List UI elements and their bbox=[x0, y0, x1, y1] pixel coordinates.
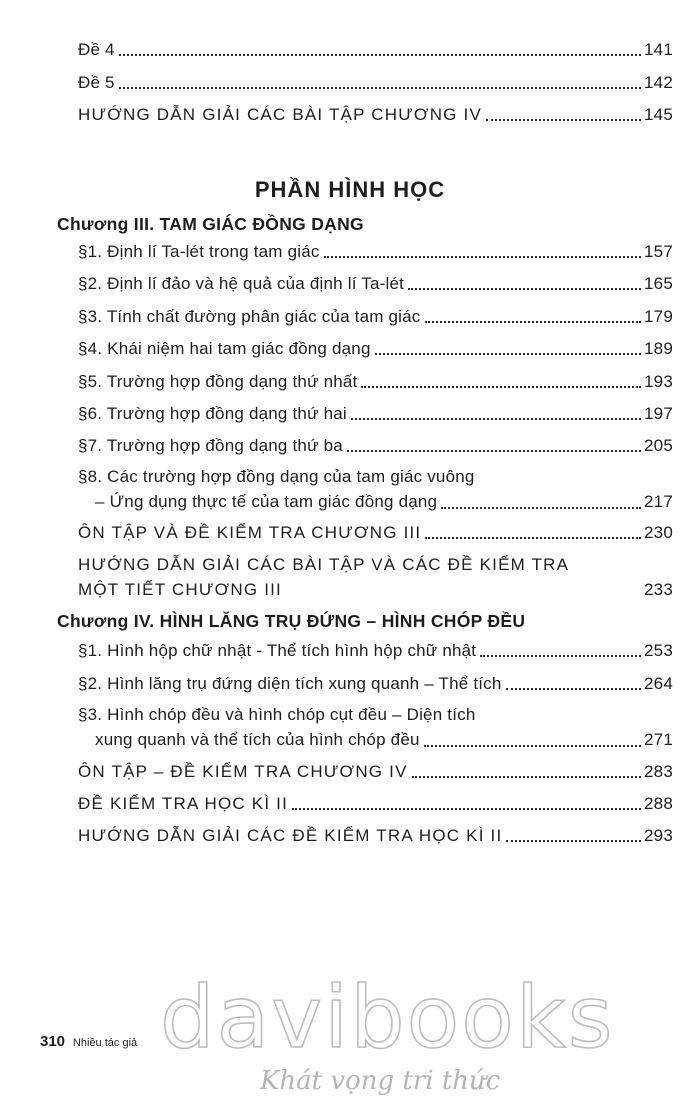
toc-entry-title: §5. Trường hợp đồng dạng thứ nhất bbox=[78, 372, 358, 391]
toc-entry-page: 253 bbox=[644, 641, 673, 660]
toc-entry bbox=[78, 306, 673, 328]
toc-entry-multiline bbox=[78, 552, 673, 602]
toc-entry-title: §2. Định lí đảo và hệ quả của định lí Ta-lét bbox=[78, 274, 405, 293]
part-title: PHẦN HÌNH HỌC bbox=[254, 177, 446, 202]
toc-entry-title: HƯỚNG DẪN GIẢI CÁC ĐỀ KIỂM TRA HỌC KÌ II bbox=[78, 826, 503, 845]
toc-entry-page: 271 bbox=[644, 730, 673, 749]
dot-leader bbox=[347, 450, 641, 452]
toc-entry-title: §7. Trường hợp đồng dạng thứ ba bbox=[78, 436, 343, 455]
toc-entry-page: 197 bbox=[644, 404, 673, 423]
toc-entry-page: 293 bbox=[644, 826, 673, 845]
page-number: 310 bbox=[40, 1033, 66, 1050]
toc-entry bbox=[78, 39, 673, 61]
toc-entry bbox=[78, 72, 673, 94]
toc-entry-title: §1. Định lí Ta-lét trong tam giác bbox=[78, 242, 320, 261]
toc-entry-title: §2. Hình lăng trụ đứng diện tích xung quanh – Thể tích bbox=[78, 674, 502, 693]
toc-entry-title: §3. Tính chất đường phân giác của tam giác bbox=[78, 307, 421, 326]
dot-leader bbox=[441, 507, 641, 509]
toc-entry-page: 233 bbox=[644, 580, 673, 599]
dot-leader bbox=[506, 840, 641, 842]
page-footer bbox=[40, 1033, 137, 1050]
toc-entry-page: 230 bbox=[644, 523, 673, 542]
toc-entry-page: 142 bbox=[644, 73, 673, 92]
toc-entry-page: 205 bbox=[644, 436, 673, 455]
toc-entry-page: 157 bbox=[644, 242, 673, 261]
toc-entry-title: Đề 5 bbox=[78, 73, 115, 92]
toc-entry-page: 165 bbox=[644, 274, 673, 293]
toc-entry-title: §8. Các trường hợp đồng dạng của tam giác vuông bbox=[78, 467, 475, 486]
footer-author: Nhiều tác giả bbox=[72, 1037, 138, 1049]
toc-entry bbox=[78, 435, 673, 457]
toc-entry bbox=[78, 793, 673, 815]
toc-entry-title: ÔN TẬP VÀ ĐỀ KIỂM TRA CHƯƠNG III bbox=[78, 523, 422, 542]
toc-entry-multiline bbox=[78, 464, 673, 514]
toc-entry bbox=[78, 241, 673, 263]
toc-entry-page: 217 bbox=[644, 492, 673, 511]
toc-entry-title: ĐỀ KIỂM TRA HỌC KÌ II bbox=[78, 794, 289, 813]
toc-entry-title: §1. Hình hộp chữ nhật - Thể tích hình hộp chữ nhật bbox=[78, 641, 477, 660]
toc-entry-title-cont: MỘT TIẾT CHƯƠNG III bbox=[78, 580, 282, 599]
toc-entry bbox=[78, 640, 673, 662]
dot-leader bbox=[425, 537, 641, 539]
toc-entry-page: 264 bbox=[644, 674, 673, 693]
chapter-heading: Chương IV. HÌNH LĂNG TRỤ ĐỨNG – HÌNH CHÓP ĐỀU bbox=[57, 611, 526, 631]
toc-entry bbox=[78, 371, 673, 393]
toc-entry bbox=[78, 403, 673, 425]
toc-entry-page: 193 bbox=[644, 372, 673, 391]
toc-entry-page: 189 bbox=[644, 339, 673, 358]
dot-leader bbox=[119, 54, 641, 56]
dot-leader bbox=[375, 353, 641, 355]
toc-entry-page: 145 bbox=[644, 105, 673, 124]
toc-entry-page: 141 bbox=[644, 40, 673, 59]
toc-entry bbox=[78, 522, 673, 544]
dot-leader bbox=[412, 776, 641, 778]
toc-entry-title-cont: xung quanh và thể tích của hình chóp đều bbox=[95, 730, 420, 749]
toc-entry-page: 283 bbox=[644, 762, 673, 781]
dot-leader bbox=[324, 256, 641, 258]
dot-leader bbox=[425, 321, 642, 323]
dot-leader bbox=[361, 386, 641, 388]
dot-leader bbox=[292, 808, 641, 810]
toc-entry bbox=[78, 273, 673, 295]
toc-entry-multiline bbox=[78, 702, 673, 752]
toc-entry bbox=[78, 761, 673, 783]
dot-leader bbox=[506, 688, 641, 690]
toc-entry bbox=[78, 338, 673, 360]
chapter-heading: Chương III. TAM GIÁC ĐỒNG DẠNG bbox=[57, 214, 364, 234]
watermark-slogan: Khát vọng tri thức bbox=[260, 1066, 501, 1096]
dot-leader bbox=[286, 595, 641, 597]
dot-leader bbox=[424, 745, 641, 747]
toc-entry-title: ÔN TẬP – ĐỀ KIỂM TRA CHƯƠNG IV bbox=[78, 762, 408, 781]
toc-entry-title-cont: – Ứng dụng thực tế của tam giác đồng dạng bbox=[95, 492, 438, 511]
dot-leader bbox=[119, 87, 641, 89]
toc-entry bbox=[78, 104, 673, 126]
dot-leader bbox=[351, 418, 641, 420]
watermark-brand: davibooks bbox=[160, 968, 615, 1068]
toc-entry-title: HƯỚNG DẪN GIẢI CÁC BÀI TẬP CHƯƠNG IV bbox=[78, 105, 482, 124]
dot-leader bbox=[486, 119, 641, 121]
toc-entry bbox=[78, 825, 673, 847]
toc-entry-title: Đề 4 bbox=[78, 40, 115, 59]
toc-entry bbox=[78, 673, 673, 695]
toc-entry-page: 179 bbox=[644, 307, 673, 326]
toc-entry-title: §6. Trường hợp đồng dạng thứ hai bbox=[78, 404, 347, 423]
toc-entry-title: HƯỚNG DẪN GIẢI CÁC BÀI TẬP VÀ CÁC ĐỀ KIỂM TRA bbox=[78, 555, 570, 574]
dot-leader bbox=[408, 288, 641, 290]
toc-entry-page: 288 bbox=[644, 794, 673, 813]
toc-entry-title: §3. Hình chóp đều và hình chóp cụt đều – Diện tích bbox=[78, 705, 476, 724]
dot-leader bbox=[480, 655, 641, 657]
toc-entry-title: §4. Khái niệm hai tam giác đồng dạng bbox=[78, 339, 371, 358]
